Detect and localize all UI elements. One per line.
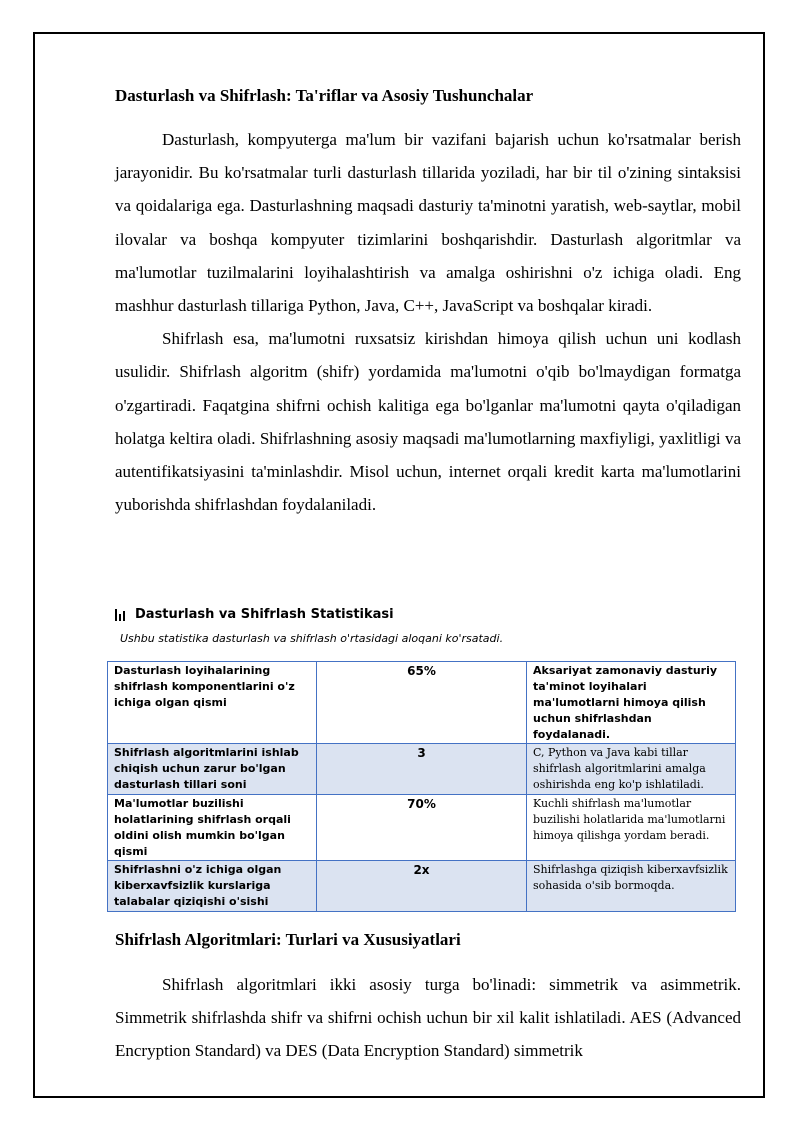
paragraph-programming: Dasturlash, kompyuterga ma'lum bir vazifani bajarish uchun ko'rsatmalar berish jarayonidir. Bu ko'rsatmalar turli dasturlash tillarida yoziladi, har bir til o'zining sintaksisi va qoidalariga ega. Dasturlashning maqsadi dasturiy ta'minotni yaratish, web-saytlar, mobil ilovalar va boshqa kompyuter tizimlarini boshqarishdir. Dasturlash algoritmlar va ma'lumotlar tuzilmalarini loyihalashtirish va amalga oshirishni o'z ichiga oladi. Eng mashhur dasturlash tillariga Python, Java, C++, JavaScript va boshqalar kiradi. (115, 130, 741, 316)
table-row (108, 744, 736, 795)
stats-caption: Ushbu statistika dasturlash va shifrlash o'rtasidagi aloqani ko'rsatadi. (120, 632, 504, 645)
row-label: Dasturlash loyihalarining shifrlash komponentlarini o'z ichiga olgan qismi (108, 662, 317, 744)
paragraph-algorithms: Shifrlash algoritmlari ikki asosiy turga bo'linadi: simmetrik va asimmetrik. Simmetrik shifrlashda shifr va shifrni ochish uchun bir xil kalit ishlatiladi. AES (Advanced Encryption Standard) va DES (Data Encryption Standard) simmetrik (115, 975, 741, 1061)
section-2-heading: Shifrlash Algoritmlari: Turlari va Xususiyatlari (115, 930, 461, 949)
table-row (108, 662, 736, 744)
row-value: 65% (317, 662, 527, 744)
row-value: 70% (317, 795, 527, 861)
section-2 (115, 930, 741, 1068)
paragraph-encryption: Shifrlash esa, ma'lumotni ruxsatsiz kirishdan himoya qilish uchun uni kodlash usulidir. Shifrlash algoritm (shifr) yordamida ma'lumotni o'qib bo'lmaydigan formatga o'zgartiradi. Faqatgina shifrni ochish kalitiga ega bo'lganlar ma'lumotni qayta o'qiladigan holatga keltira oladi. Shifrlashning asosiy maqsadi ma'lumotlarning maxfiyligi, yaxlitligi va autentifikatsiyasini ta'minlashdir. Misol uchun, internet orqali kredit karta ma'lumotlarini yuborishda shifrlashdan foydalaniladi. (115, 329, 741, 515)
table-row (108, 795, 736, 861)
row-value: 3 (317, 744, 527, 795)
row-note: Kuchli shifrlash ma'lumotlar buzilishi holatlarida ma'lumotlarni himoya qilishga yordam beradi. (527, 795, 736, 861)
row-label: Shifrlash algoritmlarini ishlab chiqish uchun zarur bo'lgan dasturlash tillari soni (108, 744, 317, 795)
stats-header (115, 607, 503, 645)
stats-table (107, 661, 736, 912)
section-1-heading: Dasturlash va Shifrlash: Ta'riflar va Asosiy Tushunchalar (115, 86, 534, 105)
row-label: Shifrlashni o'z ichiga olgan kiberxavfsizlik kurslariga talabalar qiziqishi o'sishi (108, 861, 317, 912)
table-row (108, 861, 736, 912)
row-note: Aksariyat zamonaviy dasturiy ta'minot loyihalari ma'lumotlarni himoya qilish uchun shifrlashdan foydalanadi. (527, 662, 736, 744)
row-value: 2x (317, 861, 527, 912)
row-label: Ma'lumotlar buzilishi holatlarining shifrlash orqali oldini olish mumkin bo'lgan qismi (108, 795, 317, 861)
section-1 (115, 86, 741, 521)
row-note: Shifrlashga qiziqish kiberxavfsizlik sohasida o'sib bormoqda. (527, 861, 736, 912)
row-note: C, Python va Java kabi tillar shifrlash algoritmlarini amalga oshirishda eng ko'p ishlatiladi. (527, 744, 736, 795)
stats-title: Dasturlash va Shifrlash Statistikasi (135, 607, 394, 622)
bar-chart-icon (115, 609, 127, 621)
